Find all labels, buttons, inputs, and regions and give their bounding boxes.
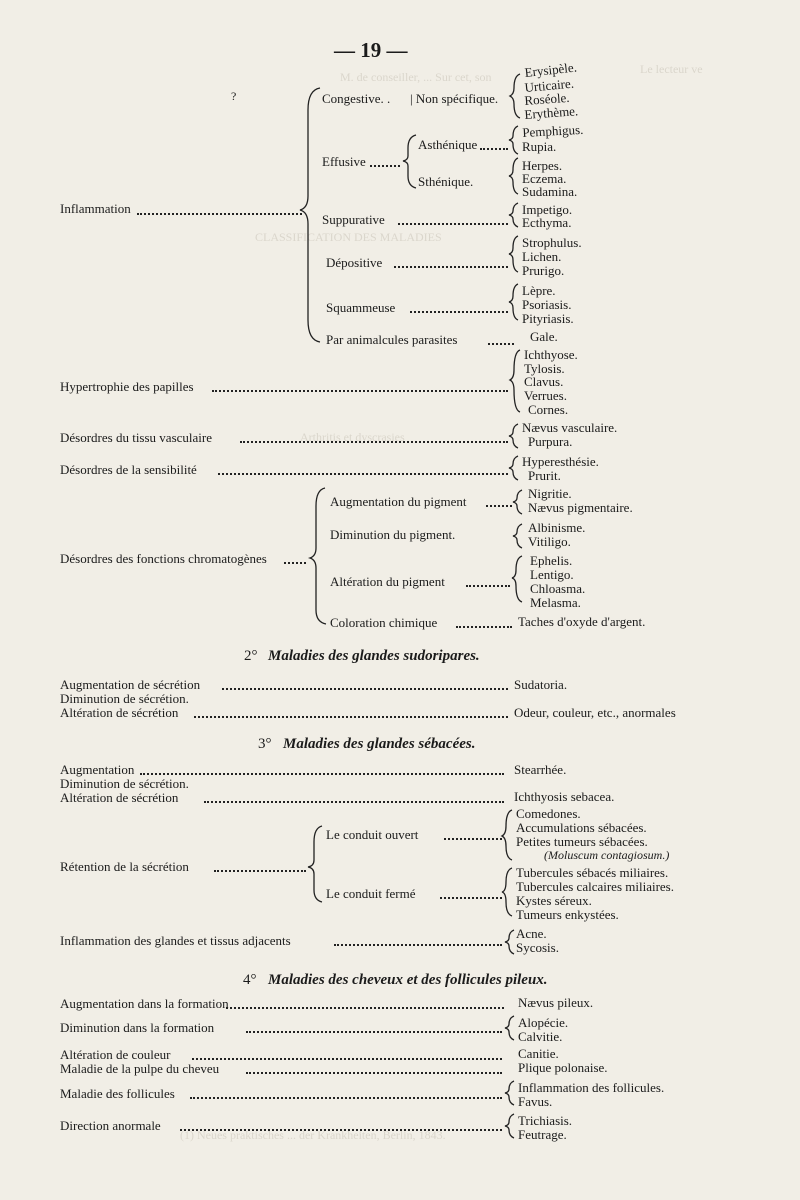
effusive-label: Effusive <box>322 154 366 169</box>
brace-retention <box>308 826 322 902</box>
brace-effusive <box>403 135 416 188</box>
list-item: Lèpre. <box>522 283 556 298</box>
list-item: Urticaire. <box>523 75 575 95</box>
parasites-label: Par animalcules parasites <box>326 332 458 347</box>
leader-dots <box>246 1072 502 1074</box>
list-item: Gale. <box>530 329 558 344</box>
row-value: Nævus pileux. <box>518 995 594 1010</box>
list-item: Sycosis. <box>516 940 559 955</box>
row-label: Diminution de sécrétion. <box>60 776 189 791</box>
list-item: Accumulations sébacées. <box>516 820 647 835</box>
leader-dots <box>140 773 504 775</box>
row-value: Canitie. <box>518 1046 559 1061</box>
list-item: Nigritie. <box>528 486 572 501</box>
retention-label: Rétention de la sécrétion <box>60 859 189 874</box>
row-label: Altération de sécrétion <box>60 790 179 805</box>
list-item: Calvitie. <box>518 1029 563 1044</box>
row-value: Stearrhée. <box>514 762 567 777</box>
congestive-label: Congestive. . <box>322 91 391 106</box>
row-label: Diminution dans la formation <box>60 1020 215 1035</box>
show-through-text: CLASSIFICATION DES MALADIES <box>255 230 442 244</box>
list-item: Pityriasis. <box>522 311 574 326</box>
leader-dots <box>226 1007 504 1009</box>
list-item: Nævus pigmentaire. <box>528 500 633 515</box>
list-item: Hyperesthésie. <box>522 454 599 469</box>
list-item: Tylosis. <box>524 361 565 376</box>
list-item: Sudamina. <box>522 184 578 199</box>
list-item: Pemphigus. <box>521 121 584 140</box>
hypertrophie-label: Hypertrophie des papilles <box>60 379 194 394</box>
list-item: Tubercules sébacés miliaires. <box>516 865 669 880</box>
leader-dots <box>190 1097 502 1099</box>
inflammation-glandes-label: Inflammation des glandes et tissus adjacents <box>60 933 291 948</box>
row-label: Direction anormale <box>60 1118 161 1133</box>
list-item: Prurit. <box>528 468 561 483</box>
leader-dots <box>480 148 508 150</box>
leader-dots <box>398 223 508 225</box>
leader-dots <box>192 1058 502 1060</box>
list-item: Strophulus. <box>522 235 582 250</box>
list-item: Rupia. <box>522 139 557 154</box>
row-value: Odeur, couleur, etc., anormales <box>514 705 676 720</box>
list-item: Lentigo. <box>530 567 574 582</box>
leader-dots <box>194 716 508 718</box>
leader-dots <box>444 838 502 840</box>
depositive-label: Dépositive <box>326 255 383 270</box>
leader-dots <box>222 688 508 690</box>
leader-dots <box>370 165 400 167</box>
leader-dots <box>284 562 306 564</box>
list-item: Verrues. <box>524 388 567 403</box>
leader-dots <box>218 473 508 475</box>
leader-dots <box>214 870 306 872</box>
list-item: Prurigo. <box>522 263 565 278</box>
page-number: — 19 — <box>334 38 408 62</box>
stray-mark: ? <box>231 89 237 103</box>
list-item: Alopécie. <box>518 1015 569 1030</box>
asthenique-label: Asthénique <box>418 137 478 152</box>
leader-dots <box>334 944 502 946</box>
squammeuse-label: Squammeuse <box>326 300 396 315</box>
inflammation-label: Inflammation <box>60 201 131 216</box>
list-item: Inflammation des follicules. <box>518 1080 665 1095</box>
list-item: Cornes. <box>528 402 569 417</box>
list-item: Ecthyma. <box>522 215 572 230</box>
show-through-text: Le lecteur ve <box>640 62 703 76</box>
row-value: Plique polonaise. <box>518 1060 608 1075</box>
show-through-text: M. de conseiller, ... Sur cet, son <box>340 70 492 84</box>
leader-dots <box>410 311 508 313</box>
list-item: Ephelis. <box>530 553 573 568</box>
vasculaire-label: Désordres du tissu vasculaire <box>60 430 212 445</box>
list-item: Nævus vasculaire. <box>522 420 618 435</box>
note: (Moluscum contagiosum.) <box>544 848 670 862</box>
leader-dots <box>488 343 514 345</box>
leader-dots <box>137 213 302 215</box>
leader-dots <box>394 266 508 268</box>
row-label: Augmentation <box>60 762 135 777</box>
leader-dots <box>440 897 502 899</box>
section2-heading: Maladies des glandes sudoripares. <box>268 648 480 664</box>
leader-dots <box>246 1031 502 1033</box>
list-item: Albinisme. <box>528 520 586 535</box>
conduit-ouvert-label: Le conduit ouvert <box>326 827 419 842</box>
row-label: Maladie des follicules <box>60 1086 175 1101</box>
section3-number: 3° <box>258 736 272 752</box>
coloration-label: Coloration chimique <box>330 615 438 630</box>
list-item: Vitiligo. <box>528 534 571 549</box>
list-item: Purpura. <box>528 434 573 449</box>
list-item: Psoriasis. <box>522 297 572 312</box>
sensibilite-label: Désordres de la sensibilité <box>60 462 197 477</box>
leader-dots <box>240 441 508 443</box>
diminution-pigment-label: Diminution du pigment. <box>330 527 456 542</box>
leader-dots <box>212 390 508 392</box>
leader-dots <box>486 505 512 507</box>
list-item: Ichthyose. <box>524 347 578 362</box>
section3-heading: Maladies des glandes sébacées. <box>283 736 476 752</box>
row-label: Maladie de la pulpe du cheveu <box>60 1061 220 1076</box>
list-item: Roséole. <box>523 89 571 108</box>
list-item: Erysipèle. <box>523 59 578 80</box>
list-item: Chloasma. <box>530 581 586 596</box>
row-label: Augmentation de sécrétion <box>60 677 201 692</box>
list-item: Acne. <box>516 926 547 941</box>
chromato-label: Désordres des fonctions chromatogènes <box>60 551 267 566</box>
row-label: Altération de couleur <box>60 1047 171 1062</box>
list-item: Favus. <box>518 1094 553 1109</box>
brace-inflammation <box>300 88 320 342</box>
show-through-text: (1) Neues praktisches ... der Krankheiten, Berlin, 1843. <box>180 1128 446 1142</box>
leader-dots <box>204 801 504 803</box>
list-item: Trichiasis. <box>518 1113 573 1128</box>
row-label: Altération de sécrétion <box>60 705 179 720</box>
list-item: Lichen. <box>522 249 562 264</box>
section4-number: 4° <box>243 972 257 988</box>
list-item: Melasma. <box>530 595 581 610</box>
leader-dots <box>466 585 510 587</box>
leader-dots <box>456 626 512 628</box>
suppurative-label: Suppurative <box>322 212 385 227</box>
row-label: Augmentation dans la formation <box>60 996 229 1011</box>
list-item: Impetigo. <box>522 202 573 217</box>
list-item: Clavus. <box>524 374 564 389</box>
row-value: Sudatoria. <box>514 677 568 692</box>
list-item: Erythème. <box>523 103 579 122</box>
list-item: Tumeurs enkystées. <box>516 907 619 922</box>
sthenique-label: Sthénique. <box>418 174 474 189</box>
augmentation-pigment-label: Augmentation du pigment <box>330 494 467 509</box>
list-item: Kystes séreux. <box>516 893 592 908</box>
section2-number: 2° <box>244 648 258 664</box>
list-item: Tubercules calcaires miliaires. <box>516 879 674 894</box>
row-label: Diminution de sécrétion. <box>60 691 189 706</box>
list-item: Herpes. <box>522 158 563 173</box>
alteration-pigment-label: Altération du pigment <box>330 574 445 589</box>
list-item: Petites tumeurs sébacées. <box>516 834 648 849</box>
conduit-ferme-label: Le conduit fermé <box>326 886 416 901</box>
list-item: Feutrage. <box>518 1127 567 1142</box>
brace-chromatogenes <box>310 488 326 624</box>
leader-dots <box>180 1129 502 1131</box>
show-through-text: Arthritis et dyscrasies <box>300 430 405 444</box>
list-item: Comedones. <box>516 806 581 821</box>
list-item: Taches d'oxyde d'argent. <box>518 614 646 629</box>
section4-heading: Maladies des cheveux et des follicules pileux. <box>268 972 548 988</box>
list-item: Eczema. <box>522 171 567 186</box>
row-value: Ichthyosis sebacea. <box>514 789 615 804</box>
non-specifique-label: | Non spécifique. <box>410 91 499 106</box>
